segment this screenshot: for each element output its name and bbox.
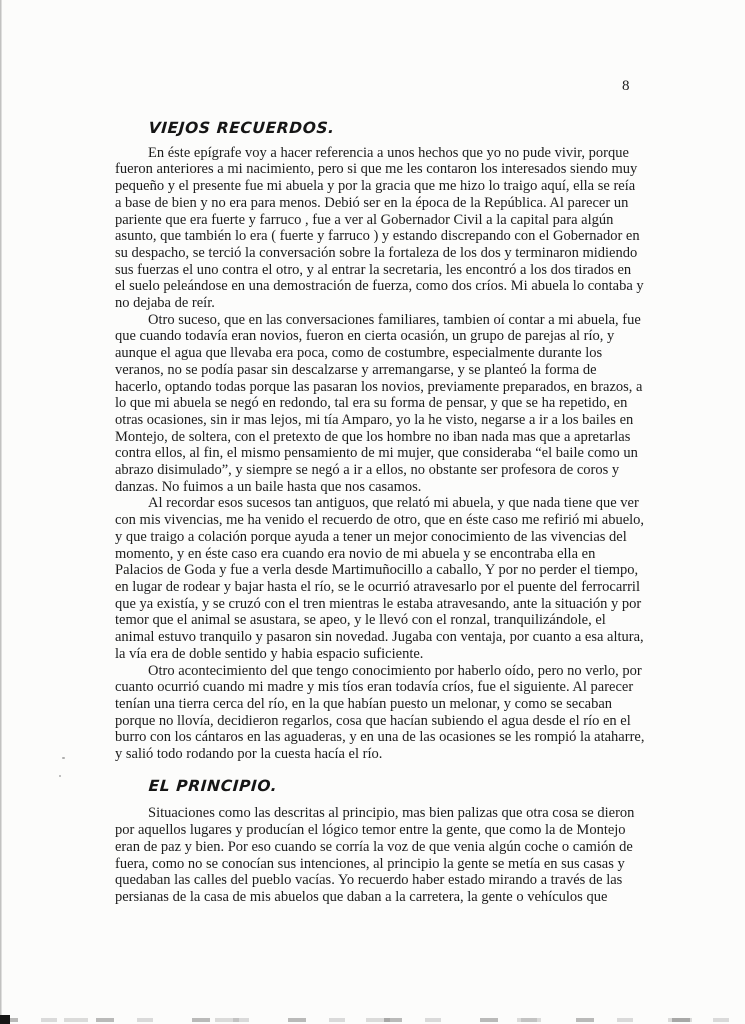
paragraph-rio-novios: Otro suceso, que en las conversaciones familiares, tambien oí contar a mi abuela, fue que cuando todavía eran novios, fueron en cierta ocasión, un grupo de parejas al río, y aunque el agua que llevaba era poca, como de costumbre, especialmente durante los veranos, no se podía pasar sin descalzarse y arremangarse, y se planteó la forma de hacerlo, optando todas porque las pasaran los novios, previamente preparados, en brazos, a lo que mi abuela se negó en redondo, tal era su forma de pensar, y que se ha repetido, en otras ocasiones, sin ir mas lejos, mi tía Amparo, yo la he visto, negarse a ir a los bailes en Montejo, de soltera, con el pretexto de que los hombre no iban nada mas que a apretarlas contra ellos, al fin, el mismo pensamiento de mi mujer, que consideraba “el baile como un abrazo disimulado”, y siempre se negó a ir a ellos, no obstante ser profesora de coros y danzas. No fuimos a un baile hasta que nos casamos. bbox=[115, 311, 643, 495]
paragraph-epigrafe-intro: En éste epígrafe voy a hacer referencia a unos hechos que yo no pude vivir, porque fueron anteriores a mi nacimiento, pero si que me les contaron los interesados siendo muy pequeño y el presente fue mi abuela y por la gracia que me hizo lo traigo aquí, ella se reía a base de bien y no era para menos. Debió ser en la época de la República. Al parecer un pariente que era fuerte y farruco , fue a ver al Gobernador Civil a la capital para algún asunto, que también lo era ( fuerte y farruco ) y estando discrepando con el Gobernador en su despacho, se terció la conversación sobre la fortaleza de los dos y terminaron midiendo sus fuerzas el uno contra el otro, y al entrar la secretaria, les encontró a los dos tirados en el suelo peleándose en una demostración de fuerza, como dos críos. Mi abuela lo contaba y no dejaba de reír. bbox=[115, 144, 644, 312]
paragraph-melonar: Otro acontecimiento del que tengo conocimiento por haberlo oído, pero no verlo, por cuanto ocurrió cuando mi madre y mis tíos eran todavía críos, fue el siguiente. Al parecer tenían una tierra cerca del río, en la que habían puesto un melonar, y como se secaban porque no llovía, decidieron regarlos, cosa que hacían subiendo el agua desde el río en el burro con los cántaros en las aguaderas, y en una de las ocasiones se les rompió la ataharre, y salió todo rodando por la cuesta hacía el río. bbox=[115, 662, 645, 763]
page-number: 8 bbox=[622, 78, 630, 94]
scan-corner-mark bbox=[0, 1015, 10, 1024]
document-body bbox=[115, 120, 645, 906]
section-heading-viejos-recuerdos: VIEJOS RECUERDOS. bbox=[147, 119, 336, 137]
scan-speck bbox=[59, 775, 61, 777]
paragraph-el-principio: Situaciones como las descritas al principio, mas bien palizas que otra cosa se dieron por aquellos lugares y producían el lógico temor entre la gente, que como la de Montejo eran de paz y bien. Por eso cuando se corría la voz de que venia algún coche o camión de fuera, como no se conocían sus intenciones, al principio la gente se metía en sus casas y quedaban las calles del pueblo vacías. Yo recuerdo haber estado mirando a través de las persianas de la casa de mis abuelos que daban a la carretera, la gente o vehículos que bbox=[115, 805, 635, 905]
paragraph-puente-ferrocarril: Al recordar esos sucesos tan antiguos, que relató mi abuela, y que nada tiene que ver con mis vivencias, me ha venido el recuerdo de otro, que en éste caso me refirió mi abuelo, y que traigo a colación porque ayuda a tener un mejor conocimiento de las vivencias del momento, y en éste caso era cuando era novio de mi abuela y se encontraba ella en Palacios de Goda y fue a verla desde Martimuñocillo a caballo, Y por no perder el tiempo, en lugar de rodear y bajar hasta el río, se le ocurrió atravesarlo por el puente del ferrocarril que ya existía, y se cruzó con el tren mientras le estaba atravesando, ante la situación y por temor que el animal se asustara, se apeo, y le llevó con el ronzal, tranquilizándole, el animal estuvo tranquilo y pasaron sin novedad. Jugaba con ventaja, por cuanto a esa altura, la vía era de doble sentido y habia espacio suficiente. bbox=[115, 495, 645, 662]
scan-noise-strip bbox=[0, 1018, 745, 1022]
scan-edge-line bbox=[0, 0, 2, 1024]
section-heading-el-principio: EL PRINCIPIO. bbox=[147, 776, 278, 795]
scan-speck bbox=[62, 757, 65, 759]
